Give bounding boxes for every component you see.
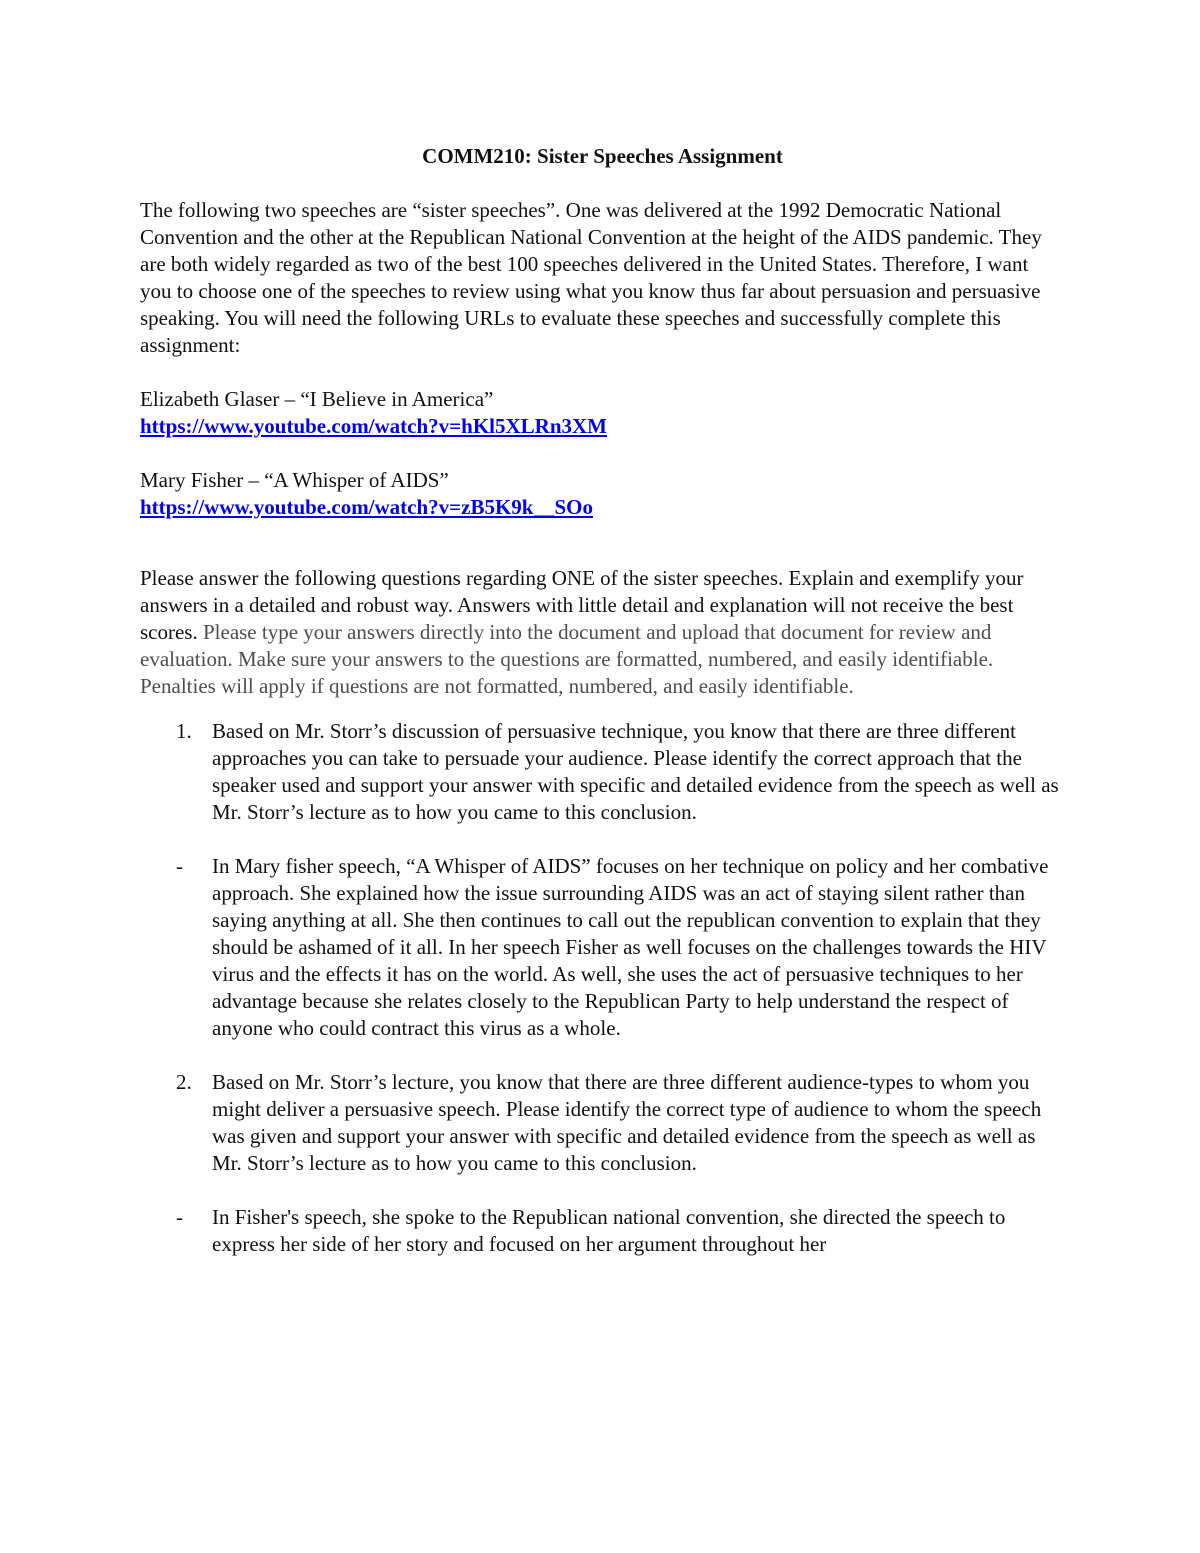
list-marker: 1. [176,719,192,743]
answer-2 [140,1204,1065,1258]
document-body [140,143,1065,1258]
intro-paragraph: The following two speeches are “sister speeches”. One was delivered at the 1992 Democratic National Convention and the other at the Republican National Convention at the height of the AIDS pandemic. They are both widely regarded as two of the best 100 speeches delivered in the United States. Therefore, I want you to choose one of the speeches to review using what you know thus far about persuasion and persuasive speaking. You will need the following URLs to evaluate these speeches and successfully complete this assignment: [140,198,1042,357]
instructions-text: Please answer the following questions regarding ONE of the sister speeches. Explain and exemplify your answers in a detailed and robust way. Answers with little detail and explanation will not receive the best scores. [140,566,1024,644]
answer-text: In Mary fisher speech, “A Whisper of AIDS” focuses on her technique on policy and her combative approach. She explained how the issue surrounding AIDS was an act of staying silent rather than saying anything at all. She then continues to call out the republican convention to explain that they should be ashamed of it all. In her speech Fisher as well focuses on the challenges towards the HIV virus and the effects it has on the world. As well, she uses the act of persuasive techniques to her advantage because she relates closely to the Republican Party to help understand the respect of anyone who could contract this virus as a whole. [212,854,1049,1040]
speech-label-fisher: Mary Fisher – “A Whisper of AIDS” [140,468,449,492]
list-marker: - [176,1205,183,1229]
list-marker: - [176,854,183,878]
answer-1 [140,853,1065,1042]
instructions-upload-text: Please type your answers directly into the document and upload that document for review and evaluation. Make sure your answers to the questions are formatted, numbered, and easily identifiable. Penalties will apply if questions are not formatted, numbered, and easily identifiable. [140,620,994,698]
speech-link-fisher[interactable]: https://www.youtube.com/watch?v=zB5K9k__SOo [140,495,593,519]
question-text: Based on Mr. Storr’s discussion of persuasive technique, you know that there are three different approaches you can take to persuade your audience. Please identify the correct approach that the speaker used and support your answer with specific and detailed evidence from the speech as well as Mr. Storr’s lecture as to how you came to this conclusion. [212,719,1059,824]
speech-link-glaser[interactable]: https://www.youtube.com/watch?v=hKl5XLRn3XM [140,414,607,438]
answer-text: In Fisher's speech, she spoke to the Republican national convention, she directed the speech to express her side of her story and focused on her argument throughout her [212,1205,1006,1256]
question-text: Based on Mr. Storr’s lecture, you know that there are three different audience-types to whom you might deliver a persuasive speech. Please identify the correct type of audience to whom the speech was given and support your answer with specific and detailed evidence from the speech as well as Mr. Storr’s lecture as to how you came to this conclusion. [212,1070,1042,1175]
list-marker: 2. [176,1070,192,1094]
document-title: COMM210: Sister Speeches Assignment [422,144,783,168]
question-2 [140,1069,1065,1177]
speech-label-glaser: Elizabeth Glaser – “I Believe in America” [140,387,494,411]
question-1 [140,718,1065,826]
instructions-paragraph [140,565,1065,700]
